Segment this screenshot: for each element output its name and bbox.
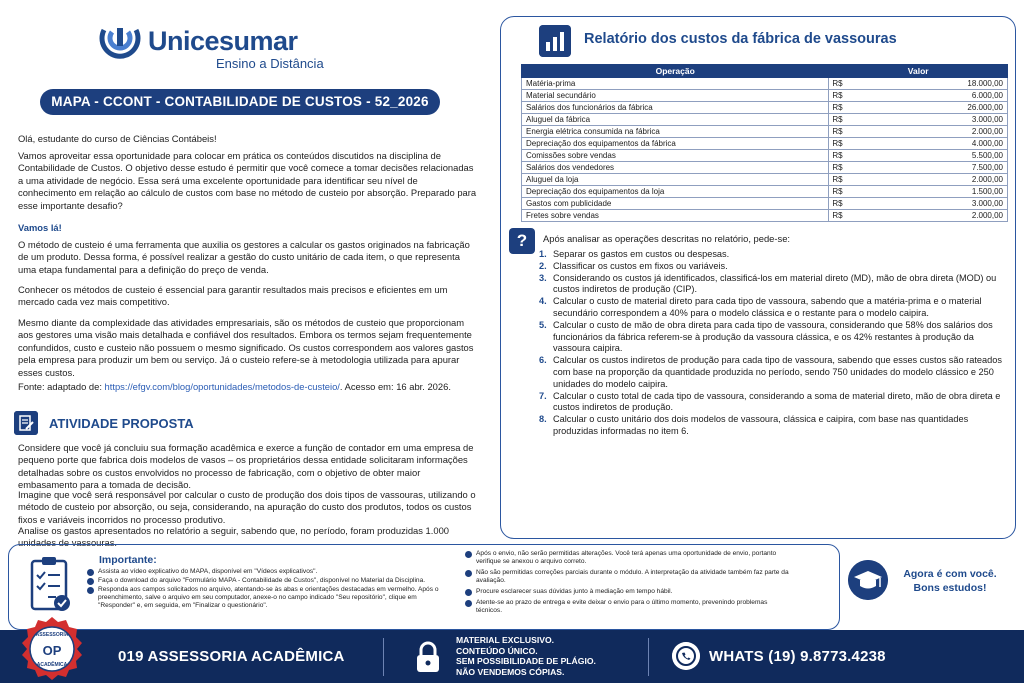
table-row	[522, 198, 1008, 210]
list-item	[539, 355, 1009, 390]
vamos-heading: Vamos lá!	[18, 222, 62, 233]
source-citation	[18, 381, 478, 393]
currency-cell: R$	[829, 186, 852, 198]
note-text: Procure esclarecer suas dúvidas junto à mediação em tempo hábil.	[476, 588, 673, 595]
cost-table-body	[522, 78, 1008, 222]
list-item	[87, 577, 447, 585]
operation-cell: Comissões sobre vendas	[522, 150, 829, 162]
note-text: Responda aos campos solicitados no arquivo, atentando-se às abas e orientações destacadas em vermelho. Após o preenchimento, salve o arquivo em seu computador, anexe-o no campo indicado "Seu repositório", clique em "Responder" e, em seguida, em "Finalizar o questionário".	[98, 586, 439, 609]
check-icon	[87, 569, 94, 576]
currency-cell: R$	[829, 114, 852, 126]
value-cell: 5.500,00	[852, 150, 1008, 162]
check-icon	[465, 600, 472, 607]
cost-table	[521, 64, 1008, 222]
operation-cell: Depreciação dos equipamentos da fábrica	[522, 138, 829, 150]
report-panel	[500, 16, 1016, 539]
value-cell: 1.500,00	[852, 186, 1008, 198]
operation-cell: Salários dos vendedores	[522, 162, 829, 174]
atividade-paragraph-1: Considere que você já concluiu sua formação acadêmica e exerce a função de contador em uma empresa de pequeno porte que fabrica dois modelos de vasos – os proprietários dessa entidade solicitaram informações detalhadas sobre os custos envolvidos no processo de fabricação, com o objetivo de obter maior embasamento para a tomada de decisão.	[18, 442, 474, 491]
page-title: MAPA - CCONT - CONTABILIDADE DE CUSTOS - 52_2026	[40, 89, 440, 115]
note-text: Atente-se ao prazo de entrega e evite deixar o envio para o último momento, prevenindo problemas técnicos.	[476, 599, 768, 614]
operation-cell: Matéria-prima	[522, 78, 829, 90]
list-item	[539, 296, 1009, 320]
table-row	[522, 210, 1008, 222]
check-icon	[87, 578, 94, 585]
intro-paragraph-1: Vamos aproveitar essa oportunidade para colocar em prática os conteúdos discutidos na disciplina de Contabilidade de Custos. O objetivo desse estudo é permitir que você comece a tomar decisões relacionadas a uma atividade de negócio. Essa será uma excelente oportunidade para identificar seu nível de conhecimento em relação ao cálculo de custos com base no método de custeio por absorção. Preparado para esse importante desafio?	[18, 150, 477, 211]
brand-name: Unicesumar	[148, 26, 298, 56]
question-number: 5.	[539, 319, 547, 330]
question-text: Calcular o custo de material direto para cada tipo de vassoura, sabendo que a matéria-prima e o material secundário correspondem a 40% para o modelo clássica e o restante para o modelo caipira.	[553, 296, 982, 318]
notice-line: MATERIAL EXCLUSIVO.	[456, 635, 555, 645]
list-item	[465, 588, 795, 596]
value-cell: 2.000,00	[852, 126, 1008, 138]
list-item	[465, 569, 795, 585]
question-number: 8.	[539, 414, 547, 425]
list-item	[87, 586, 447, 610]
currency-cell: R$	[829, 210, 852, 222]
question-number: 3.	[539, 272, 547, 283]
question-text: Calcular o custo total de cada tipo de vassoura, considerando a soma de material direto, mão de obra direta e custos indiretos de produção.	[553, 390, 1001, 413]
note-text: Após o envio, não serão permitidas alterações. Você terá apenas uma oportunidade de envio, portanto verifique se anexou o arquivo correto.	[476, 550, 777, 565]
operation-cell: Salários dos funcionários da fábrica	[522, 102, 829, 114]
check-icon	[87, 587, 94, 594]
intro-paragraph-2: O método de custeio é uma ferramenta que auxilia os gestores a calcular os gastos originados na fabricação de um produto. Dessa forma, é possível realizar a gestão do custo unitário de cada item, o que representa uma etapa fundamental para a definição do preço de venda.	[18, 239, 470, 275]
whatsapp-icon[interactable]	[672, 642, 700, 670]
col-operation-header: Operação	[522, 65, 829, 78]
question-number: 2.	[539, 260, 547, 271]
badge-mark-text: OP	[42, 643, 62, 658]
good-luck-box	[848, 548, 1016, 622]
intro-paragraph-4: Mesmo diante da complexidade das atividades empresariais, são os métodos de custeio que proporcionam aos gestores uma visão mais detalhada e confiável dos resultados. Embora os termos sejam frequentemente confundidos, custo e custeio não possuem o mesmo significado. Os custos correspondem aos valores gastos pela empresa para produzir um bem ou serviço. Já o custeio refere-se à metodologia utilizada para apurar esses custos.	[18, 317, 474, 378]
value-cell: 3.000,00	[852, 114, 1008, 126]
question-text: Calcular os custos indiretos de produção para cada tipo de vassoura, sabendo que esses custos são rateados com base na proporção da quantidade produzida no período, sendo 750 unidades do modelo clássico e 250 unidades do modelo caipira.	[553, 355, 1002, 389]
source-suffix: . Acesso em: 16 abr. 2026.	[339, 381, 451, 392]
operation-cell: Energia elétrica consumida na fábrica	[522, 126, 829, 138]
note-text: Não são permitidas correções parciais durante o módulo. A interpretação da atividade também faz parte da avaliação.	[476, 569, 789, 584]
table-row	[522, 114, 1008, 126]
value-cell: 2.000,00	[852, 174, 1008, 186]
operation-cell: Depreciação dos equipamentos da loja	[522, 186, 829, 198]
question-icon: ?	[509, 228, 535, 254]
footer-bar	[0, 630, 1024, 683]
important-title: Importante:	[99, 554, 157, 566]
table-row	[522, 150, 1008, 162]
col-value-header: Valor	[829, 65, 1008, 78]
table-row	[522, 102, 1008, 114]
question-number: 4.	[539, 296, 547, 307]
footer-notice	[456, 635, 596, 677]
brand-subtitle: Ensino a Distância	[216, 56, 324, 71]
source-link[interactable]: https://efgv.com/blog/oportunidades/metodos-de-custeio/	[104, 381, 340, 392]
value-cell: 18.000,00	[852, 78, 1008, 90]
list-item	[539, 414, 1009, 438]
currency-cell: R$	[829, 198, 852, 210]
list-item	[465, 599, 795, 615]
footer-brand: 019 ASSESSORIA ACADÊMICA	[118, 648, 345, 665]
important-list-right	[465, 550, 795, 618]
question-text: Calcular o custo unitário dos dois modelos de vassoura, clássica e caipira, com base nas quantidades produzidas informadas no item 6.	[553, 414, 969, 436]
footer-divider	[383, 638, 384, 676]
operation-cell: Aluguel da fábrica	[522, 114, 829, 126]
unicesumar-logo-icon	[98, 24, 142, 64]
atividade-paragraph-3: Analise os gastos apresentados no relatório a seguir, sabendo que, no período, foram produzidas 1.000 unidades de vassouras.	[18, 525, 450, 549]
note-text: Assista ao vídeo explicativo do MAPA, disponível em "Vídeos explicativos".	[98, 568, 318, 575]
currency-cell: R$	[829, 90, 852, 102]
important-list-left	[87, 568, 447, 611]
question-text: Calcular o custo de mão de obra direta para cada tipo de vassoura, considerando que 58% dos salários dos funcionários da fábrica referem-se à produção da vassoura clássica, e os 42% restantes à produção da vassoura caipira.	[553, 319, 993, 354]
question-text: Separar os gastos em custos ou despesas.	[553, 249, 730, 259]
note-text: Faça o download do arquivo "Formulário MAPA - Contabilidade de Custos", disponível no Material da Disciplina.	[98, 577, 426, 584]
currency-cell: R$	[829, 138, 852, 150]
footer-divider	[648, 638, 649, 676]
value-cell: 6.000,00	[852, 90, 1008, 102]
list-item	[87, 568, 447, 576]
graduation-cap-icon	[848, 560, 888, 600]
operation-cell: Gastos com publicidade	[522, 198, 829, 210]
document-edit-icon	[14, 411, 38, 435]
atividade-header	[14, 411, 484, 435]
atividade-title: ATIVIDADE PROPOSTA	[49, 416, 194, 431]
table-row	[522, 174, 1008, 186]
good-luck-line-2: Bons estudos!	[913, 582, 987, 594]
questions-intro: Após analisar as operações descritas no relatório, pede-se:	[543, 233, 791, 244]
greeting: Olá, estudante do curso de Ciências Contábeis!	[18, 133, 217, 144]
check-icon	[465, 551, 472, 558]
list-item	[539, 273, 1009, 297]
check-icon	[465, 570, 472, 577]
lock-icon	[413, 640, 443, 674]
question-text: Classificar os custos em fixos ou variáveis.	[553, 260, 728, 271]
question-number: 1.	[539, 249, 547, 259]
currency-cell: R$	[829, 174, 852, 186]
report-title: Relatório dos custos da fábrica de vassouras	[584, 31, 897, 47]
table-row	[522, 126, 1008, 138]
notice-line: CONTEÚDO ÚNICO.	[456, 645, 538, 656]
clipboard-check-icon	[29, 555, 71, 613]
important-box	[8, 544, 840, 630]
operation-cell: Material secundário	[522, 90, 829, 102]
whatsapp-number[interactable]: WHATS (19) 9.8773.4238	[709, 648, 886, 665]
notice-line: NÃO VENDEMOS CÓPIAS.	[456, 666, 565, 677]
list-item	[539, 320, 1009, 355]
value-cell: 7.500,00	[852, 162, 1008, 174]
table-row	[522, 162, 1008, 174]
currency-cell: R$	[829, 126, 852, 138]
currency-cell: R$	[829, 162, 852, 174]
source-prefix: Fonte: adaptado de:	[18, 381, 105, 392]
operation-cell: Fretes sobre vendas	[522, 210, 829, 222]
currency-cell: R$	[829, 78, 852, 90]
list-item	[465, 550, 795, 566]
value-cell: 3.000,00	[852, 198, 1008, 210]
questions-list	[539, 249, 1009, 438]
badge-bottom-text: ACADÊMICA	[36, 662, 68, 668]
currency-cell: R$	[829, 150, 852, 162]
operation-cell: Aluguel da loja	[522, 174, 829, 186]
check-icon	[465, 589, 472, 596]
atividade-paragraph-2: Imagine que você será responsável por calcular o custo de produção dos dois tipos de vassouras, utilizando o método de custeio por absorção, ou seja, considerando, na apuração do custo dos produtos, todos os custos fixos e variáveis incorridos no processo produtivo.	[18, 489, 476, 525]
value-cell: 26.000,00	[852, 102, 1008, 114]
bar-chart-icon	[539, 25, 571, 57]
table-row	[522, 186, 1008, 198]
intro-paragraph-3: Conhecer os métodos de custeio é essencial para garantir resultados mais precisos e eficientes em um mercado cada vez mais competitivo.	[18, 284, 448, 308]
badge-top-text: ASSESSORIA	[35, 632, 69, 638]
table-row	[522, 138, 1008, 150]
list-item	[539, 249, 1009, 261]
value-cell: 4.000,00	[852, 138, 1008, 150]
notice-line: SEM POSSIBILIDADE DE PLÁGIO.	[456, 656, 596, 666]
question-number: 7.	[539, 390, 547, 401]
table-row	[522, 78, 1008, 90]
value-cell: 2.000,00	[852, 210, 1008, 222]
currency-cell: R$	[829, 102, 852, 114]
list-item	[539, 391, 1009, 415]
question-number: 6.	[539, 355, 547, 366]
assessoria-badge-icon	[20, 616, 84, 682]
list-item	[539, 261, 1009, 273]
left-column	[0, 0, 500, 548]
table-row	[522, 90, 1008, 102]
question-text: Considerando os custos já identificados, classificá-los em material direto (MD), mão de obra direta (MOD) ou custos indiretos de produção (CIP).	[553, 272, 997, 295]
good-luck-line-1: Agora é com você.	[903, 568, 997, 580]
unicesumar-logo	[98, 22, 328, 78]
